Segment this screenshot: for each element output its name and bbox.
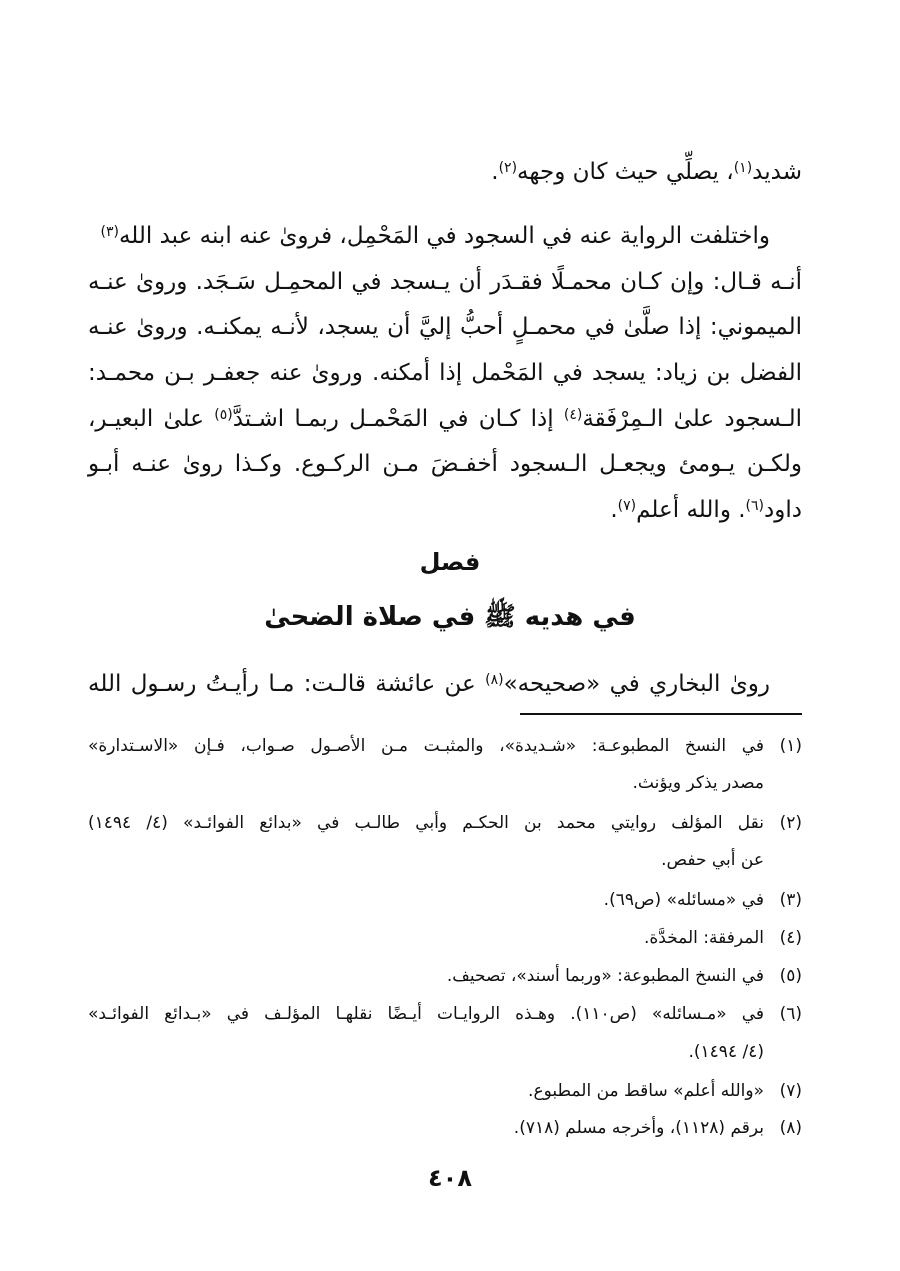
body-text: . (491, 159, 499, 185)
footnote-text: مصدر يذكر ويؤنث. (632, 773, 764, 793)
body-text: ، يصلِّي حيث كان وجهه (517, 159, 734, 185)
footnote-ref-7[interactable]: (٧) (617, 498, 637, 514)
section-heading: فصل (419, 548, 481, 576)
body-line-4: الميموني: إذا صلَّىٰ في محمـلٍ أحبُّ إليَّ أن يسجد، لأنـه يمكنـه. وروىٰ عنـه (88, 314, 802, 340)
body-text: شديد (752, 159, 802, 185)
footnote-8 (88, 1113, 802, 1143)
footnote-ref-4[interactable]: (٤) (563, 407, 583, 423)
body-line-5: الفضل بن زياد: يسجد في المَحْمل إذا أمكنه. وروىٰ عنه جعفـر بـن محمـد: (88, 360, 802, 386)
body-line-7: ولكـن يـومئ ويجعـل الـسجود أخفـضَ مـن الركـوع. وكـذا روىٰ عنـه أبـو (88, 451, 802, 477)
footnote-indent (764, 845, 802, 875)
footnote-number: (٤) (779, 928, 802, 948)
page-number: ٤٠٨ (428, 1164, 472, 1192)
section-title: في هديه ﷺ في صلاة الضحىٰ (264, 602, 636, 632)
footnote-number: (٢) (779, 813, 802, 833)
footnote-text: عن أبي حفص. (661, 850, 764, 870)
body-line-9 (88, 664, 770, 704)
footnote-text: (٤/ ١٤٩٤). (688, 1042, 764, 1062)
body-text: الـسجود علىٰ الـمِرْفَقة (582, 406, 803, 432)
body-text: روىٰ البخاري في «صحيحه» (503, 671, 770, 697)
footnote-number: (٣) (779, 890, 802, 910)
footnote-text: في «مسائله» (ص٦٩). (603, 890, 764, 910)
footnote-ref-3[interactable]: (٣) (100, 224, 119, 240)
footnote-2-cont (88, 845, 802, 875)
footnote-ref-2[interactable]: (٢) (498, 160, 518, 176)
footnote-4 (88, 923, 802, 953)
footnote-text: في النسخ المطبوعـة: «شـديدة»، والمثبـت مـن الأصـول صـواب، فـإن «الاسـتدارة» (88, 736, 764, 756)
footnote-ref-1[interactable]: (١) (733, 160, 753, 176)
footnote-number: (٨) (779, 1118, 802, 1138)
footnote-1 (88, 731, 802, 761)
body-text: عن عائشة قالـت: مـا رأيـتُ رسـول الله (88, 671, 486, 697)
footnote-text: «والله أعلم» ساقط من المطبوع. (528, 1081, 764, 1101)
body-text: . (610, 497, 618, 523)
footnote-text: نقل المؤلف روايتي محمد بن الحكـم وأبي طالـب في «بدائع الفوائـد» (٤/ ١٤٩٤) (88, 813, 764, 833)
footnote-indent (764, 768, 802, 798)
footnote-2 (88, 808, 802, 838)
body-text: . والله أعلم (636, 497, 746, 523)
footnote-6 (88, 999, 802, 1029)
footnote-text: في «مـسائله» (ص١١٠). وهـذه الروايـات أيـضًا نقلهـا المؤلـف في «بـدائع الفوائـد» (88, 1004, 765, 1024)
body-text: داود (764, 497, 802, 523)
footnote-indent (764, 1037, 802, 1067)
footnote-text: في النسخ المطبوعة: «وربما أسند»، تصحيف. (446, 966, 764, 986)
body-text: إذا كـان في المَحْمـل ربمـا اشـتدَّ (232, 406, 564, 432)
body-line-8 (88, 490, 802, 530)
footnote-7 (88, 1076, 802, 1106)
footnote-number: (٦) (779, 1004, 802, 1024)
body-line-1 (88, 152, 802, 192)
footnote-number: (٧) (779, 1081, 802, 1101)
footnote-ref-5[interactable]: (٥) (214, 407, 233, 423)
body-line-2 (88, 216, 770, 256)
footnote-5 (88, 961, 802, 991)
footnote-3 (88, 885, 802, 915)
body-line-3: أنـه قـال: وإن كـان محمـلًا فقـدَر أن يـسجد في المحمِـل سَـجَد. وروىٰ عنـه (88, 269, 802, 295)
footnote-ref-8[interactable]: (٨) (485, 672, 504, 688)
footnote-text: المرفقة: المخدَّة. (643, 928, 764, 948)
body-line-6 (88, 399, 802, 439)
footnote-6-cont (88, 1037, 802, 1067)
body-text: واختلفت الرواية عنه في السجود في المَحْمِل، فروىٰ عنه ابنه عبد الله (118, 223, 770, 249)
footnote-number: (١) (779, 736, 802, 756)
footnote-text: برقم (١١٢٨)، وأخرجه مسلم (٧١٨). (513, 1118, 764, 1138)
footnote-separator (520, 713, 802, 715)
footnote-ref-6[interactable]: (٦) (745, 498, 765, 514)
footnote-number: (٥) (779, 966, 802, 986)
body-text: علىٰ البعيـر، (88, 406, 215, 432)
footnote-1-cont (88, 768, 802, 798)
